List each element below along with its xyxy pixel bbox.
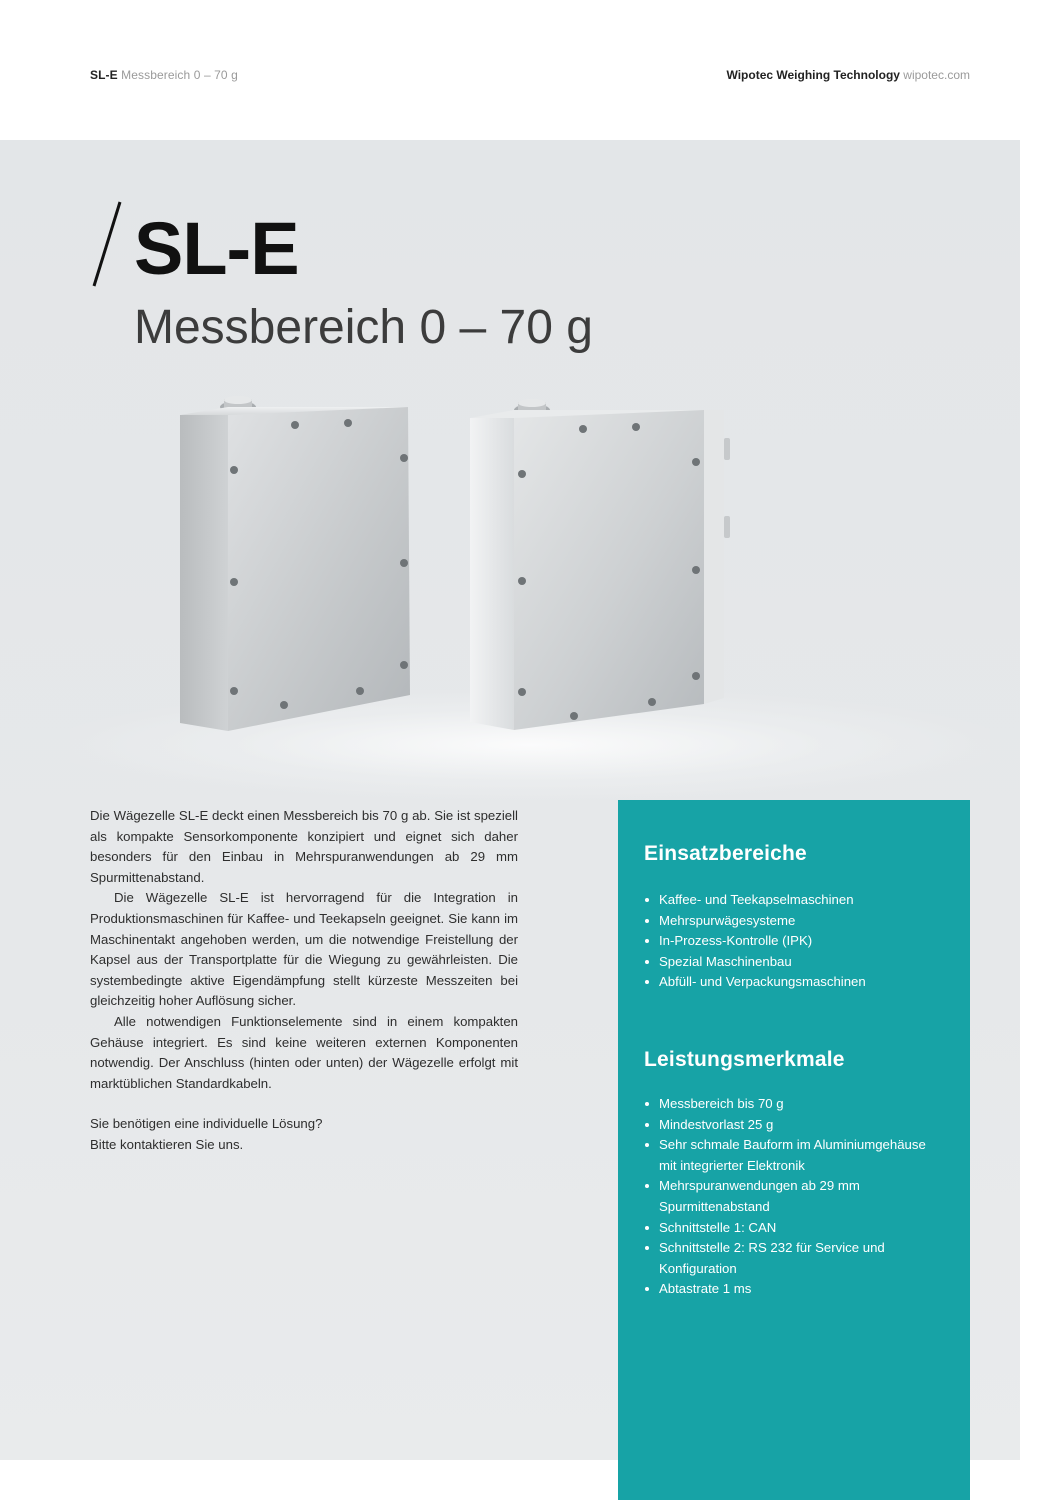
header-right [727,68,971,82]
intro-paragraph-3: Alle notwendigen Funktionselemente sind in einem kompakten Gehäuse integriert. Es sind keine weiteren externen Komponenten notwendig. Der Anschluss (hinten oder unten) der Wägezelle erfolgt mit marktüblichen Standardkabeln. [90,1013,518,1091]
page-subtitle: Messbereich 0 – 70 g [134,301,593,354]
list-item: Sehr schmale Bauform im Aluminiumgehäuse mit integrierter Elektronik [644,1135,944,1176]
list-item: Abtastrate 1 ms [644,1279,944,1300]
einsatzbereiche-list [644,890,944,993]
intro-paragraph-1: Die Wägezelle SL-E deckt einen Messbereich bis 70 g ab. Sie ist speziell als kompakte Sensorkomponente konzipiert und eignet sich daher besonders für den Einbau in Mehrspuranwendungen ab 29 mm Spurmittenabstand. [90,808,518,885]
load-cell-image-right [462,398,742,738]
list-item: Mindestvorlast 25 g [644,1115,944,1136]
page-title: SL-E [134,207,299,290]
load-cell-image-left [170,395,420,740]
slash-decoration [86,200,126,290]
header-url: wipotec.com [903,68,970,82]
features-sidebar [618,800,970,1500]
leistungsmerkmale-list [644,1094,944,1300]
intro-text [90,806,518,1156]
header-left [90,68,238,82]
leistungsmerkmale-heading: Leistungsmerkmale [644,1048,845,1071]
contact-cta-line-1: Sie benötigen eine individuelle Lösung? [90,1116,323,1132]
list-item: Messbereich bis 70 g [644,1094,944,1115]
list-item: Mehrspurwägesysteme [644,911,944,932]
list-item: Abfüll- und Verpackungsmaschinen [644,972,944,993]
list-item: Schnittstelle 2: RS 232 für Service und Konfiguration [644,1238,944,1279]
list-item: In-Prozess-Kontrolle (IPK) [644,931,944,952]
contact-cta-line-2: Bitte kontaktieren Sie uns. [90,1136,244,1152]
list-item: Mehrspuranwendungen ab 29 mm Spurmittenabstand [644,1176,944,1217]
header-company: Wipotec Weighing Technology [726,68,900,82]
contact-cta [90,1114,518,1155]
einsatzbereiche-heading: Einsatzbereiche [644,842,807,865]
list-item: Kaffee- und Teekapselmaschinen [644,890,944,911]
list-item: Spezial Maschinenbau [644,952,944,973]
header-product: SL-E [90,68,118,82]
header-range: Messbereich 0 – 70 g [121,68,238,82]
intro-paragraph-2: Die Wägezelle SL-E ist hervorragend für die Integration in Produktionsmaschinen für Kaffee- und Teekapseln geeignet. Sie kann im Maschinentakt angehoben werden, um die notwendige Freistellung der Kapsel aus der Transportplatte für die Wiegung zu gewährleisten. Die systembedingte aktive Eigendämpfung stellt kürzeste Messzeiten bei gleichzeitig hoher Auflösung sicher. [90,890,518,1009]
list-item: Schnittstelle 1: CAN [644,1218,944,1239]
